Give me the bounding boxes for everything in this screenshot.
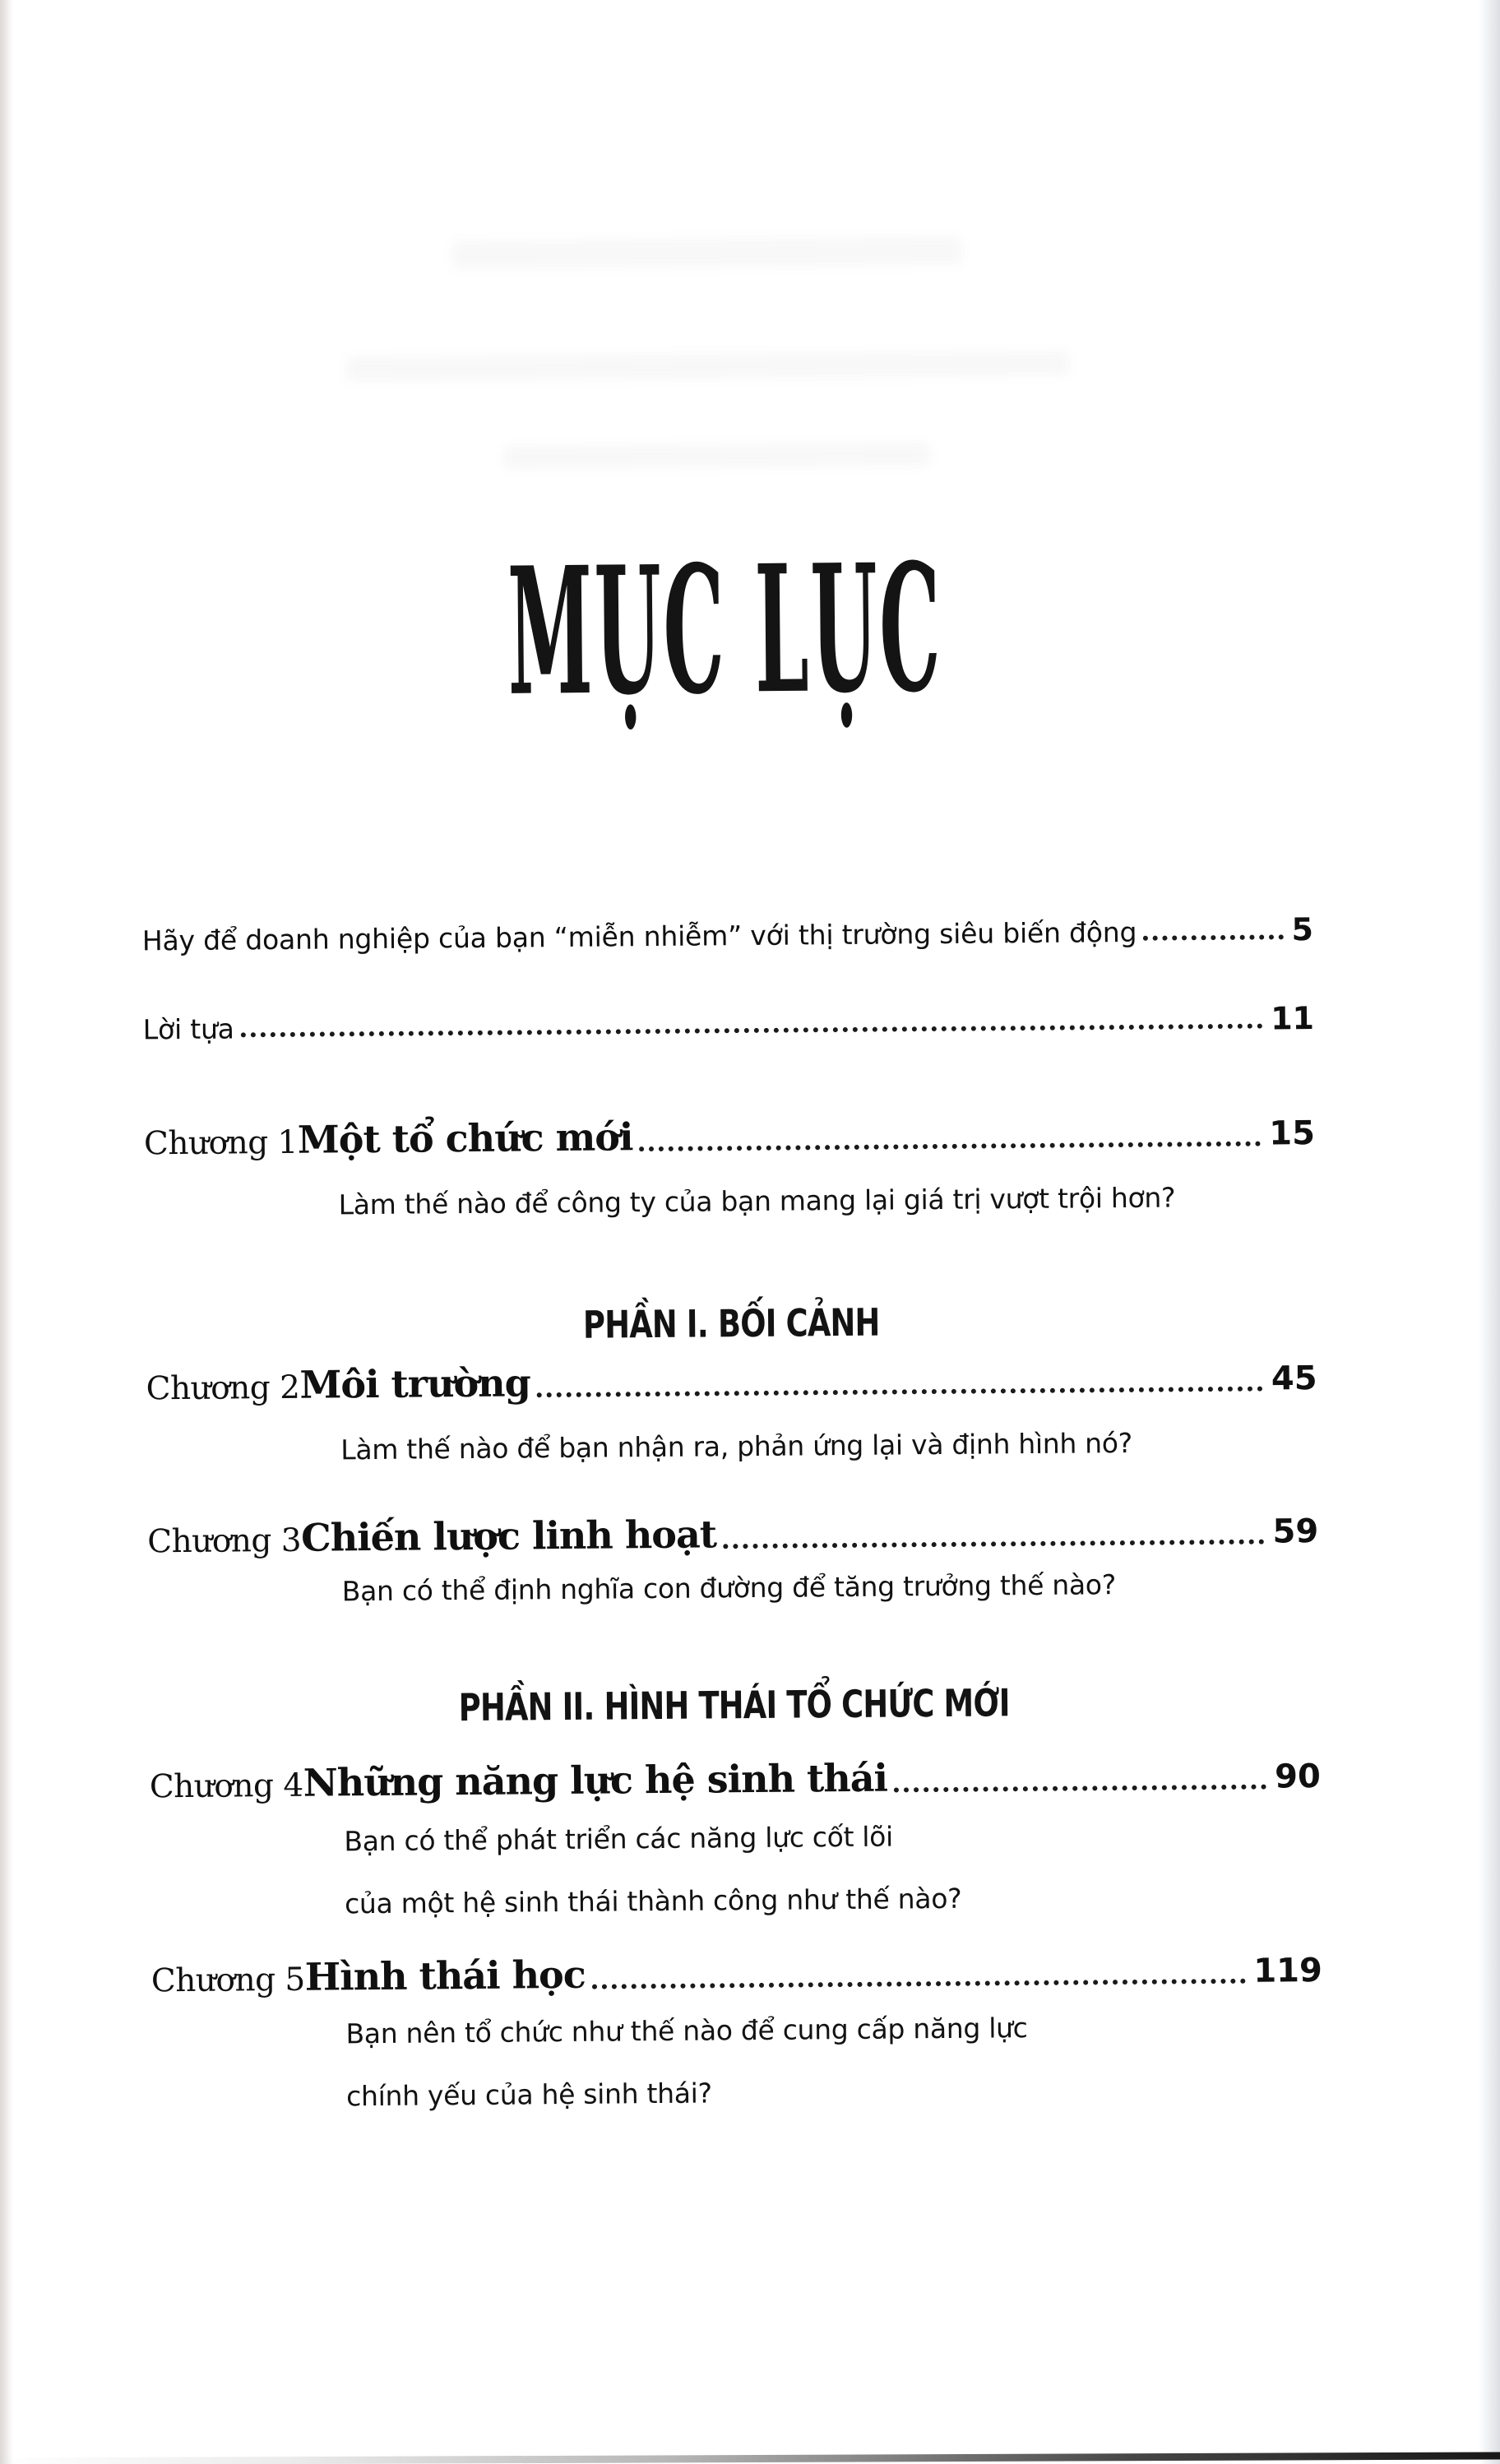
dotted-leader	[537, 1386, 1263, 1397]
toc-entry-chapter-5	[151, 1944, 1322, 2003]
chapter-subtitle: chính yếu của hệ sinh thái?	[345, 2077, 712, 2113]
chapter-title: Hình thái học	[304, 1952, 586, 1999]
toc-entry-chapter-2	[146, 1352, 1317, 1411]
chapter-title: Chiến lược linh hoạt	[300, 1512, 717, 1560]
page-title-text: MỤC LỤC	[507, 526, 943, 735]
toc-entry-preface	[143, 998, 1314, 1049]
chapter-subtitle: Bạn nên tổ chức như thế nào để cung cấp năng lực	[345, 2012, 1028, 2050]
toc-entry-chapter-1	[144, 1107, 1315, 1166]
entry-label: Lời tựa	[142, 1012, 234, 1046]
entry-page-number: 11	[1271, 1000, 1314, 1037]
dotted-leader	[723, 1539, 1265, 1549]
entry-page-number: 5	[1291, 911, 1314, 948]
dotted-leader	[592, 1979, 1246, 1989]
bleed-through-artifact	[451, 237, 961, 269]
chapter-title: Môi trường	[299, 1360, 530, 1407]
dotted-leader	[894, 1784, 1266, 1792]
chapter-label: Chương 1	[143, 1123, 299, 1163]
part-heading-1	[146, 1296, 1317, 1350]
chapter-label: Chương 4	[149, 1767, 303, 1806]
page-left-edge-shadow	[0, 0, 13, 2464]
part-heading-2	[149, 1678, 1320, 1732]
chapter-label: Chương 3	[147, 1521, 302, 1561]
chapter-page-number: 59	[1272, 1512, 1319, 1551]
dotted-leader	[1143, 935, 1283, 941]
page-right-edge-shadow	[1479, 0, 1500, 2464]
chapter-page-number: 119	[1253, 1951, 1323, 1990]
part-heading-text: PHẦN II. HÌNH THÁI TỔ CHỨC MỚI	[458, 1680, 1011, 1730]
chapter-subtitle: Bạn có thể phát triển các năng lực cốt lõi	[344, 1820, 894, 1858]
entry-label: Hãy để doanh nghiệp của bạn “miễn nhiễm” với thị trường siêu biến động	[141, 915, 1137, 957]
dotted-leader	[241, 1024, 1263, 1038]
chapter-title: Một tổ chức mới	[297, 1114, 633, 1162]
bleed-through-artifact	[346, 351, 1070, 382]
dotted-leader	[640, 1141, 1262, 1151]
chapter-page-number: 45	[1271, 1359, 1317, 1398]
chapter-label: Chương 2	[146, 1369, 300, 1408]
toc-entry-chapter-4	[150, 1750, 1321, 1809]
chapter-subtitle: Làm thế nào để công ty của bạn mang lại giá trị vượt trội hơn?	[338, 1181, 1176, 1221]
chapter-subtitle: Làm thế nào để bạn nhận ra, phản ứng lại và định hình nó?	[340, 1426, 1133, 1466]
chapter-label: Chương 5	[150, 1961, 305, 2000]
chapter-title: Những năng lực hệ sinh thái	[303, 1755, 888, 1805]
chapter-subtitle: của một hệ sinh thái thành công như thế nào?	[344, 1882, 962, 1920]
chapter-page-number: 90	[1274, 1757, 1322, 1796]
chapter-subtitle: Bạn có thể định nghĩa con đường để tăng trưởng thế nào?	[341, 1568, 1117, 1608]
toc-entry-chapter-3	[147, 1505, 1318, 1564]
part-heading-text: PHẦN I. BỐI CẢNH	[582, 1299, 880, 1347]
page-title	[139, 526, 1311, 735]
toc-entry-front-matter	[142, 910, 1313, 961]
bleed-through-artifact	[503, 442, 931, 470]
chapter-page-number: 15	[1269, 1114, 1316, 1153]
